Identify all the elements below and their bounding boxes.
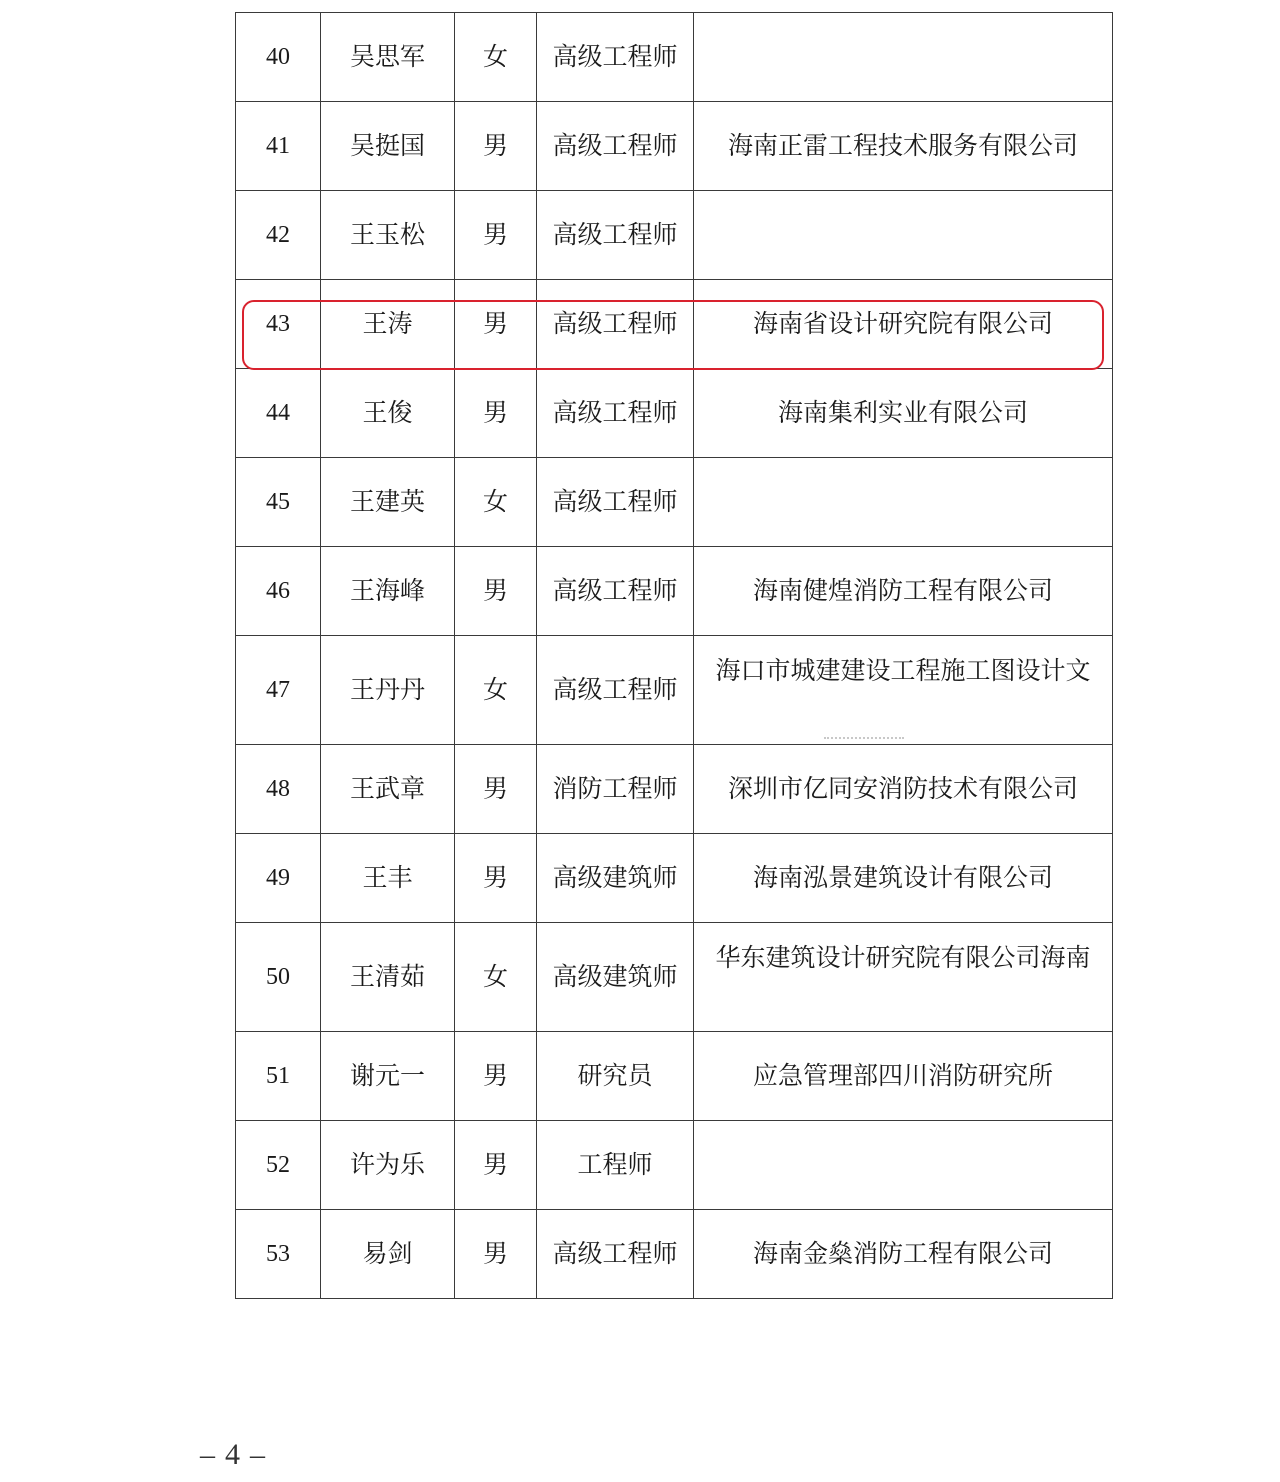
row-number: 53 bbox=[236, 1210, 321, 1299]
gender: 男 bbox=[455, 834, 537, 923]
table-row-highlighted bbox=[236, 280, 1113, 369]
gender: 女 bbox=[455, 923, 537, 1032]
page-number bbox=[200, 1438, 265, 1472]
professional-title: 高级工程师 bbox=[537, 13, 694, 102]
organization: 海南省设计研究院有限公司 bbox=[694, 280, 1113, 369]
person-name: 王海峰 bbox=[321, 547, 455, 636]
professional-title: 高级工程师 bbox=[537, 547, 694, 636]
gender: 男 bbox=[455, 191, 537, 280]
table-row bbox=[236, 636, 1113, 745]
page-number-value: 4 bbox=[225, 1438, 240, 1471]
row-number: 42 bbox=[236, 191, 321, 280]
organization bbox=[694, 458, 1113, 547]
professional-title: 高级工程师 bbox=[537, 191, 694, 280]
person-name: 吴思军 bbox=[321, 13, 455, 102]
organization-cell bbox=[694, 636, 1113, 745]
row-number: 48 bbox=[236, 745, 321, 834]
organization bbox=[694, 191, 1113, 280]
row-number: 40 bbox=[236, 13, 321, 102]
row-number: 44 bbox=[236, 369, 321, 458]
professional-title: 高级建筑师 bbox=[537, 923, 694, 1032]
professional-title: 高级工程师 bbox=[537, 369, 694, 458]
person-name: 吴挺国 bbox=[321, 102, 455, 191]
page-number-dash-left: – bbox=[200, 1438, 215, 1471]
organization: 海口市城建建设工程施工图设计文 bbox=[715, 656, 1091, 685]
table-row bbox=[236, 923, 1113, 1032]
organization: 海南健煌消防工程有限公司 bbox=[694, 547, 1113, 636]
row-number: 43 bbox=[236, 280, 321, 369]
table-row bbox=[236, 458, 1113, 547]
professional-title: 消防工程师 bbox=[537, 745, 694, 834]
person-name: 王涛 bbox=[321, 280, 455, 369]
professional-title: 高级工程师 bbox=[537, 458, 694, 547]
table-row bbox=[236, 547, 1113, 636]
organization: 应急管理部四川消防研究所 bbox=[694, 1032, 1113, 1121]
organization: 海南金燊消防工程有限公司 bbox=[694, 1210, 1113, 1299]
table-row bbox=[236, 1032, 1113, 1121]
table-row bbox=[236, 369, 1113, 458]
organization: 海南正雷工程技术服务有限公司 bbox=[694, 102, 1113, 191]
organization: 海南泓景建筑设计有限公司 bbox=[694, 834, 1113, 923]
person-name: 王俊 bbox=[321, 369, 455, 458]
professional-title: 高级工程师 bbox=[537, 280, 694, 369]
organization: 深圳市亿同安消防技术有限公司 bbox=[694, 745, 1113, 834]
professional-title: 高级工程师 bbox=[537, 1210, 694, 1299]
table-row bbox=[236, 1121, 1113, 1210]
faint-dotted-mark bbox=[824, 737, 904, 742]
row-number: 47 bbox=[236, 636, 321, 745]
row-number: 46 bbox=[236, 547, 321, 636]
person-name: 许为乐 bbox=[321, 1121, 455, 1210]
row-number: 45 bbox=[236, 458, 321, 547]
gender: 女 bbox=[455, 636, 537, 745]
organization bbox=[694, 1121, 1113, 1210]
page-number-dash-right: – bbox=[250, 1438, 265, 1471]
organization: 海南集利实业有限公司 bbox=[694, 369, 1113, 458]
professional-title: 高级工程师 bbox=[537, 102, 694, 191]
table-row bbox=[236, 102, 1113, 191]
professional-title: 研究员 bbox=[537, 1032, 694, 1121]
person-name: 谢元一 bbox=[321, 1032, 455, 1121]
gender: 女 bbox=[455, 13, 537, 102]
row-number: 41 bbox=[236, 102, 321, 191]
professional-title: 高级建筑师 bbox=[537, 834, 694, 923]
gender: 男 bbox=[455, 280, 537, 369]
person-name: 王建英 bbox=[321, 458, 455, 547]
person-name: 王清茹 bbox=[321, 923, 455, 1032]
person-name: 易剑 bbox=[321, 1210, 455, 1299]
person-name: 王武章 bbox=[321, 745, 455, 834]
person-name: 王丹丹 bbox=[321, 636, 455, 745]
gender: 男 bbox=[455, 745, 537, 834]
gender: 男 bbox=[455, 547, 537, 636]
table-row bbox=[236, 13, 1113, 102]
gender: 男 bbox=[455, 102, 537, 191]
organization bbox=[694, 13, 1113, 102]
row-number: 52 bbox=[236, 1121, 321, 1210]
professional-title: 高级工程师 bbox=[537, 636, 694, 745]
row-number: 50 bbox=[236, 923, 321, 1032]
table-row bbox=[236, 191, 1113, 280]
organization: 华东建筑设计研究院有限公司海南 bbox=[694, 923, 1113, 1032]
gender: 男 bbox=[455, 1210, 537, 1299]
professional-title: 工程师 bbox=[537, 1121, 694, 1210]
row-number: 49 bbox=[236, 834, 321, 923]
table-row bbox=[236, 745, 1113, 834]
row-number: 51 bbox=[236, 1032, 321, 1121]
table-row bbox=[236, 1210, 1113, 1299]
member-table bbox=[235, 12, 1113, 1299]
gender: 男 bbox=[455, 369, 537, 458]
gender: 男 bbox=[455, 1032, 537, 1121]
gender: 男 bbox=[455, 1121, 537, 1210]
gender: 女 bbox=[455, 458, 537, 547]
table-row bbox=[236, 834, 1113, 923]
person-name: 王丰 bbox=[321, 834, 455, 923]
person-name: 王玉松 bbox=[321, 191, 455, 280]
